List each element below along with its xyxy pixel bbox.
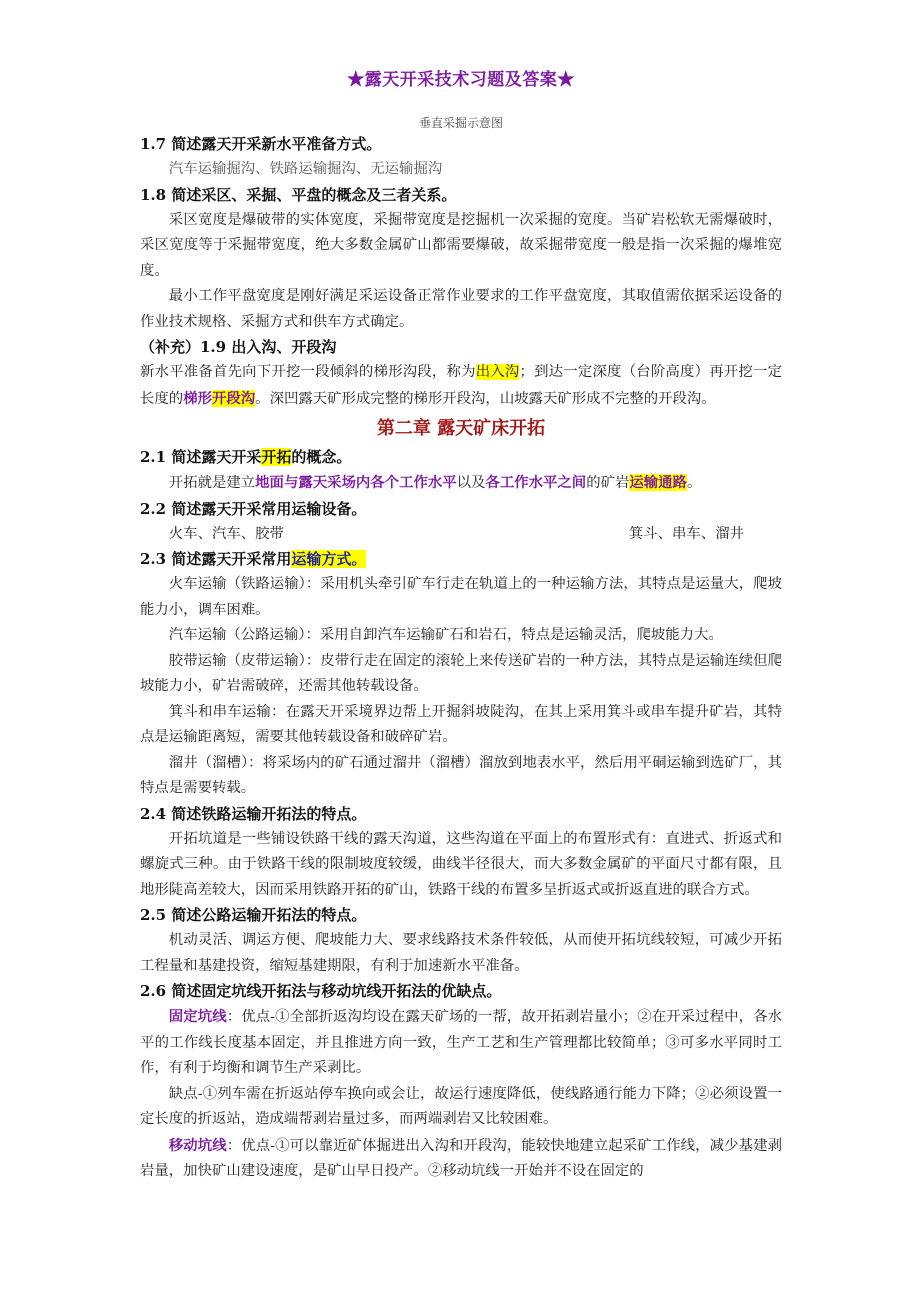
highlight-term-transport-route: 运输通路 — [629, 474, 687, 491]
section-2-6-moving-pros — [140, 1133, 782, 1185]
text-run: ：优点-①可以靠近矿体掘进出入沟和开段沟，能较快地建立起采矿工作线，减少基建剥岩量，加快矿山建设速度，是矿山早日投产。②移动坑线一开始并不设在固定的 — [140, 1137, 782, 1179]
section-2-1-title — [140, 445, 782, 470]
section-1-9-paragraph — [140, 360, 782, 412]
section-2-5-title: 2.5 简述公路运输开拓法的特点。 — [140, 906, 367, 924]
section-2-2-title: 2.2 简述露天开采常用运输设备。 — [140, 499, 367, 518]
section-2-1-paragraph — [140, 470, 782, 497]
section-2-6-fixed-cons: 缺点-①列车需在折返站停车换向或会让，故运行速度降低，使线路通行能力下降；②必须设置一定长度的折返站，造成端帮剥岩量过多，而两端剥岩又比较困难。 — [140, 1085, 782, 1127]
section-2-6-fixed-pros — [140, 1004, 782, 1082]
section-2-3-title — [140, 547, 782, 572]
text-run: 。 — [686, 475, 702, 491]
section-2-3-paragraph-4: 箕斗和串车运输：在露天开采境界边帮上开掘斜坡陡沟，在其上采用箕斗或串车提升矿岩，其特点是运输距离短，需要其他转载设备和破碎矿岩。 — [140, 703, 782, 745]
section-2-3-paragraph-3: 胶带运输（皮带运输）：皮带行走在固定的滚轮上来传送矿岩的一种方法，其特点是运输连续但爬坡能力小，矿岩需破碎，还需其他转载设备。 — [140, 652, 782, 694]
section-1-8-title: 1.8 简述采区、采掘、平盘的概念及三者关系。 — [140, 185, 457, 204]
text-run: 2.3 简述露天开采常用 — [140, 550, 292, 568]
section-1-7-title: 1.7 简述露天开采新水平准备方式。 — [140, 135, 382, 153]
section-1-7-answer: 汽车运输掘沟、铁路运输掘沟、无运输掘沟 — [168, 161, 443, 177]
section-2-2-answer — [140, 522, 782, 548]
label-moving-ramp: 移动坑线 — [168, 1136, 227, 1154]
text-run: 2.1 简述露天开采 — [140, 448, 262, 466]
section-2-5-paragraph: 机动灵活、调运方便、爬坡能力大、要求线路技术条件较低，从而使开拓坑线较短，可减少开拓工程量和基建投资，缩短基建期限，有利于加速新水平准备。 — [140, 932, 782, 974]
section-2-6-title: 2.6 简述固定坑线开拓法与移动坑线开拓法的优缺点。 — [140, 982, 502, 1000]
section-1-9-title: （补充）1.9 出入沟、开段沟 — [140, 338, 337, 356]
section-2-4-paragraph: 开拓坑道是一些铺设铁路干线的露天沟道，这些沟道在平面上的布置形式有：直进式、折返式和螺旋式三种。由于铁路干线的限制坡度较缓，曲线半径很大，而大多数金属矿的平面尺寸都有限，且地形陡高差较大，因而采用铁路开拓的矿山，铁路干线的布置多呈折返式或折返直进的联合方式。 — [140, 830, 782, 898]
highlight-term-development: 开拓 — [261, 448, 292, 466]
section-2-3-paragraph-1: 火车运输（铁路运输）：采用机头牵引矿车行走在轨道上的一种运输方法，其特点是运量大，爬坡能力小，调车困难。 — [140, 576, 782, 618]
highlight-term-transport-mode: 运输方式。 — [291, 550, 367, 568]
emphasis-term-between-levels: 各工作水平之间 — [485, 474, 587, 491]
highlight-term-entrance-trench: 出入沟 — [475, 364, 520, 380]
text-run: 的概念。 — [291, 448, 352, 466]
emphasis-term-ground-and-levels: 地面与露天采场内各个工作水平 — [255, 474, 457, 491]
text-run: 以及 — [456, 475, 486, 491]
text-run: 开拓就是建立 — [168, 475, 256, 491]
figure-caption: 垂直采掘示意图 — [418, 116, 503, 130]
section-2-3-paragraph-5: 溜井（溜槽）：将采场内的矿石通过溜井（溜槽）溜放到地表水平，然后用平硐运输到选矿厂，其特点是需要转载。 — [140, 754, 782, 796]
emphasis-term-trapezoid: 梯形 — [183, 389, 212, 407]
text-run: 的矿岩 — [586, 475, 630, 491]
text-run: 新水平准备首先向下开挖一段倾斜的梯形沟段，称为 — [140, 364, 476, 380]
highlight-term-cut-trench: 开段沟 — [211, 389, 256, 407]
answer-right: 箕斗、串车、溜井 — [628, 525, 744, 542]
document-title: ★露天开采技术习题及答案★ — [347, 70, 575, 90]
section-1-8-paragraph-2: 最小工作平盘宽度是刚好满足采运设备正常作业要求的工作平盘宽度，其取值需依据采运设备的作业技术规格、采掘方式和供车方式确定。 — [140, 288, 782, 330]
section-2-4-title: 2.4 简述铁路运输开拓法的特点。 — [140, 804, 367, 823]
chapter-heading: 第二章 露天矿床开拓 — [376, 418, 546, 439]
label-fixed-ramp: 固定坑线 — [168, 1008, 227, 1025]
text-run: 。深凹露天矿形成完整的梯形开段沟，山坡露天矿形成不完整的开段沟。 — [255, 390, 716, 407]
section-1-8-paragraph-1: 采区宽度是爆破带的实体宽度，采掘带宽度是挖掘机一次采掘的宽度。当矿岩松软无需爆破时，采区宽度等于采掘带宽度，绝大多数金属矿山都需要爆破，故采掘带宽度一般是指一次采掘的爆堆宽度。 — [140, 211, 782, 279]
section-2-3-paragraph-2: 汽车运输（公路运输）：采用自卸汽车运输矿石和岩石，特点是运输灵活，爬坡能力大。 — [168, 627, 723, 643]
answer-left: 火车、汽车、胶带 — [168, 525, 284, 542]
text-run: ；到达一定深度（台阶高度）再开挖一定长度的 — [140, 364, 782, 407]
text-run: ：优点-①全部折返沟均设在露天矿场的一帮，故开拓剥岩量小；②在开采过程中，各水平的工作线长度基本固定，并且推进方向一致，生产工艺和生产管理都比较简单；③可多水平同时工作，有利于均衡和调节生产采剥比。 — [140, 1009, 782, 1076]
